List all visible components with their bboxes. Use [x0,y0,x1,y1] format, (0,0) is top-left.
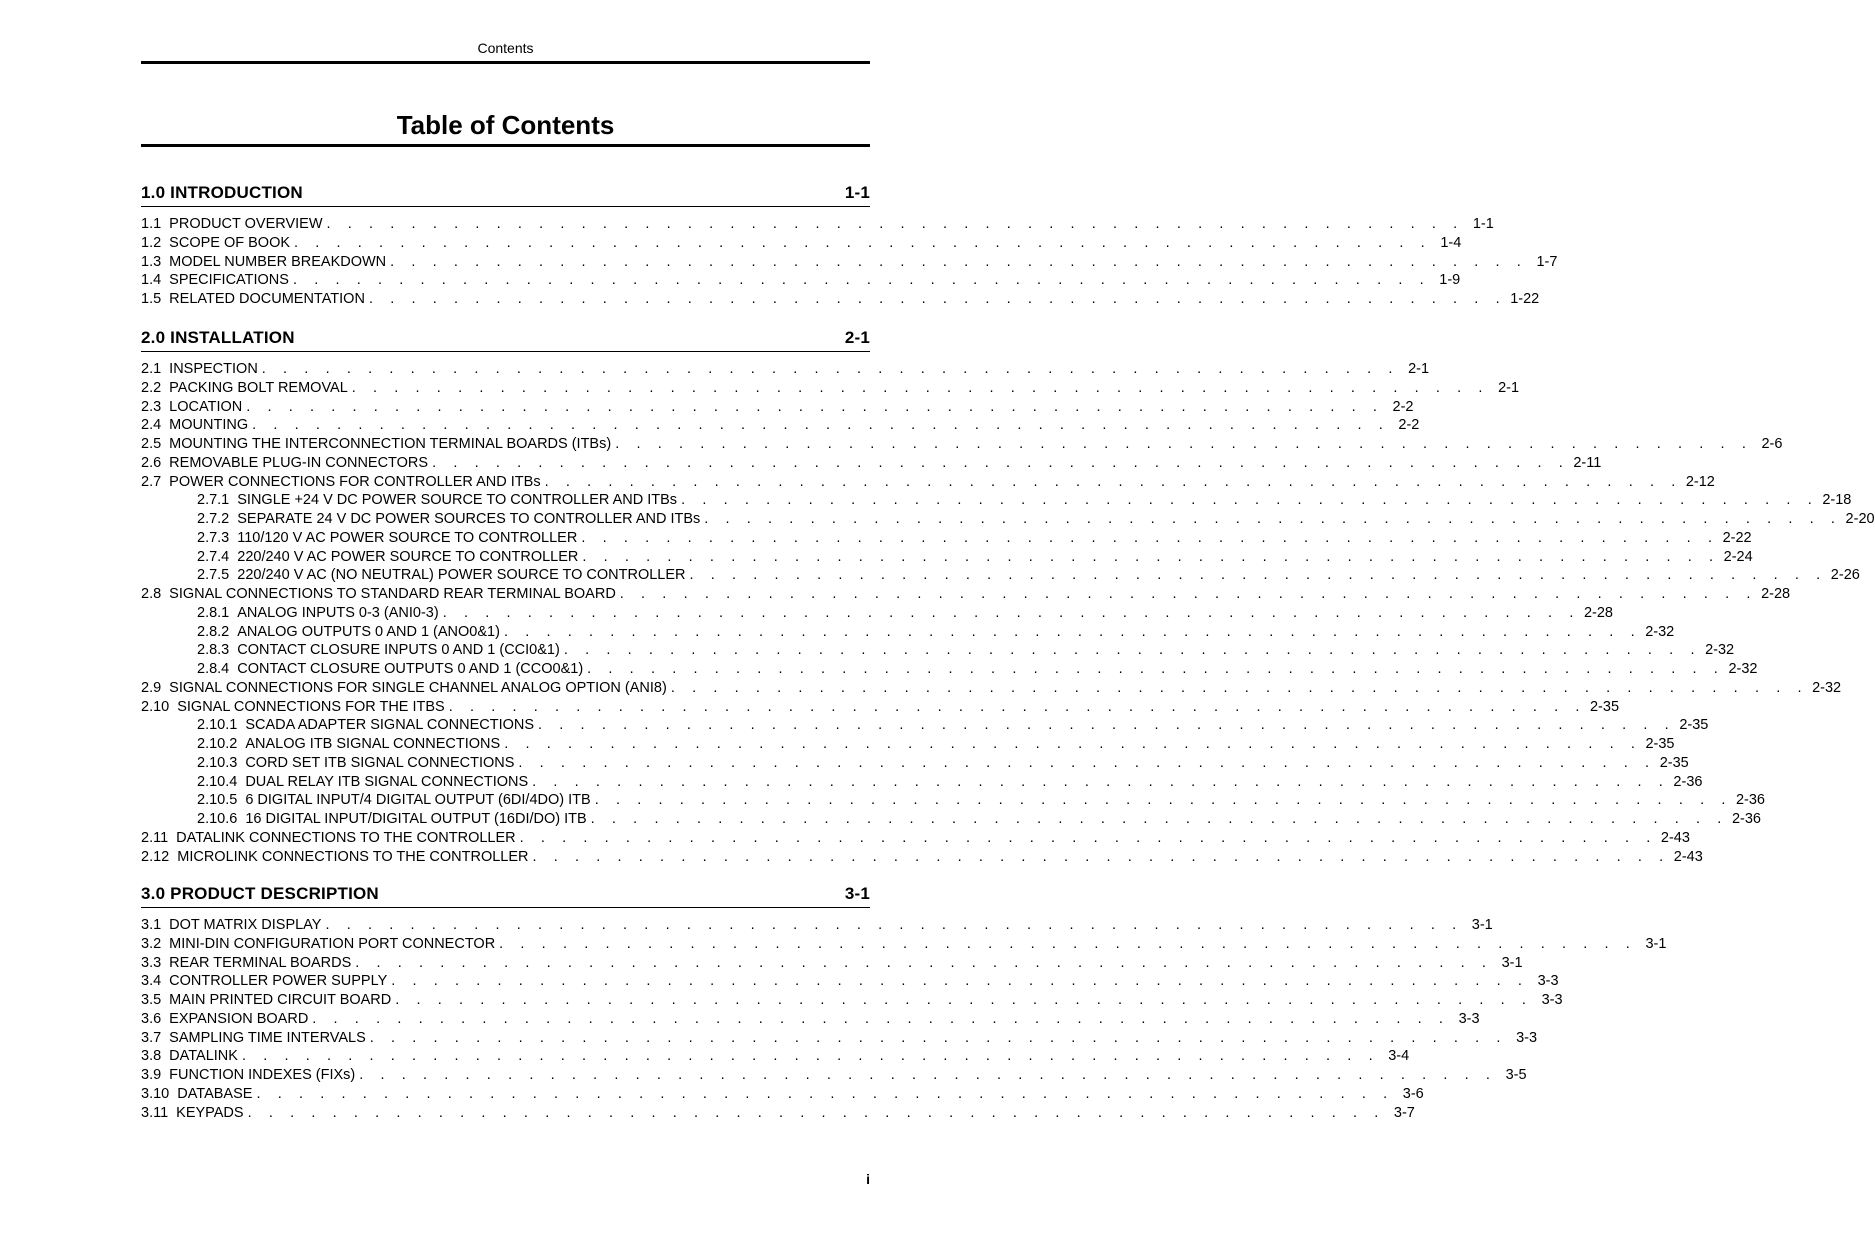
toc-entry-page: 2-1 [1408,361,1430,377]
toc-entry-number: 2.10 [141,698,170,715]
toc-entry-page: 3-3 [1458,1010,1480,1027]
toc-entry[interactable] [141,991,1563,1010]
toc-entry-label: 220/240 V AC POWER SOURCE TO CONTROLLER [237,548,579,565]
toc-entry-number: 2.8.2 [197,623,230,640]
toc-entry-label: ANALOG INPUTS 0-3 (ANI0-3) [237,604,439,621]
toc-entry-label: ANALOG OUTPUTS 0 AND 1 (ANO0&1) [237,623,500,640]
toc-entry-page: 2-1 [1498,379,1520,396]
toc-entry-number: 1.5 [141,291,162,307]
toc-entry-number: 3.11 [141,1104,169,1121]
toc-entry-label: SCOPE OF BOOK [169,234,291,251]
toc-entry-number: 2.12 [141,848,170,865]
toc-entry-page: 2-20 [1845,511,1875,527]
section-heading-label: 2.0 INSTALLATION [141,328,295,347]
toc-entry[interactable] [141,954,1523,973]
toc-entry-number: 2.11 [141,829,169,846]
toc-entry-page: 2-12 [1685,473,1715,490]
toc-section-product-description [141,881,1667,1122]
header-rule [141,61,870,64]
toc-entry-page: 2-2 [1392,398,1414,415]
toc-entry-page: 2-36 [1673,773,1703,790]
dot-leader: . . . . . . . . . . . . . . . . . . . . . . . . . . . . . . . . . . . . . . . . . . . . . . . . . . . . . . [504,736,1642,752]
toc-entry-number: 1.4 [141,272,162,289]
dot-leader: . . . . . . . . . . . . . . . . . . . . . . . . . . . . . . . . . . . . . . . . . . . . . . . . . . . . . . [704,511,1842,527]
toc-entry-label: MOUNTING THE INTERCONNECTION TERMINAL BOARDS (ITBs) [169,436,612,452]
toc-entry-page: 3-3 [1541,992,1563,1008]
dot-leader: . . . . . . . . . . . . . . . . . . . . . . . . . . . . . . . . . . . . . . . . . . . . . . . . . . . . . . [538,717,1676,734]
toc-entry-label: 6 DIGITAL INPUT/4 DIGITAL OUTPUT (6DI/4DO) ITB [245,792,591,809]
dot-leader: . . . . . . . . . . . . . . . . . . . . . . . . . . . . . . . . . . . . . . . . . . . . . . . . . . . . . . [532,773,1670,790]
toc-entry-label: 110/120 V AC POWER SOURCE TO CONTROLLER [237,529,578,546]
toc-entry-page: 2-2 [1398,417,1420,434]
running-head: Contents [477,40,534,56]
toc-entry-label: KEYPADS [176,1104,244,1121]
toc-entry-label: MINI-DIN CONFIGURATION PORT CONNECTOR [169,935,496,952]
toc-entry-page: 2-43 [1660,829,1690,846]
dot-leader: . . . . . . . . . . . . . . . . . . . . . . . . . . . . . . . . . . . . . . . . . . . . . . . . . . . . . . [689,567,1827,584]
dot-leader: . . . . . . . . . . . . . . . . . . . . . . . . . . . . . . . . . . . . . . . . . . . . . . . . . . . . . . [448,698,1586,715]
toc-entry-label: SIGNAL CONNECTIONS FOR SINGLE CHANNEL ANALOG OPTION (ANI8) [169,679,667,696]
toc-entry[interactable] [141,916,1493,935]
toc-entry-page: 3-3 [1516,1029,1538,1046]
toc-entry-number: 2.10.5 [197,792,238,809]
dot-leader: . . . . . . . . . . . . . . . . . . . . . . . . . . . . . . . . . . . . . . . . . . . . . . . . . . . . . . [587,661,1725,677]
section-heading-label: 3.0 PRODUCT DESCRIPTION [141,884,379,903]
toc-entry[interactable] [141,623,1675,642]
section-heading-page: 2-1 [844,328,870,347]
toc-entry[interactable] [141,529,1752,548]
toc-entry-number: 1.3 [141,253,162,270]
toc-entry[interactable] [141,773,1703,792]
toc-entry[interactable] [141,1066,1527,1085]
toc-entry[interactable] [141,585,1791,604]
toc-entry-page: 3-7 [1393,1104,1415,1121]
toc-entry-page: 3-4 [1388,1048,1410,1065]
dot-leader: . . . . . . . . . . . . . . . . . . . . . . . . . . . . . . . . . . . . . . . . . . . . . . . . . . . . . . [355,954,1493,971]
toc-entry-page: 1-7 [1536,253,1558,270]
toc-entry-number: 2.7.5 [197,567,230,584]
dot-leader: . . . . . . . . . . . . . . . . . . . . . . . . . . . . . . . . . . . . . . . . . . . . . . . . . . . . . . [582,548,1720,565]
toc-entry-page: 2-32 [1705,642,1735,659]
dot-leader: . . . . . . . . . . . . . . . . . . . . . . . . . . . . . . . . . . . . . . . . . . . . . . . . . . . . . . [594,792,1732,809]
toc-entry[interactable] [141,1010,1480,1029]
toc-entry-number: 3.4 [141,973,162,990]
toc-entry-number: 2.10.3 [197,754,238,771]
toc-entry-page: 2-43 [1673,848,1703,865]
toc-entry[interactable] [141,735,1675,754]
toc-entry-label: MICROLINK CONNECTIONS TO THE CONTROLLER [177,848,529,865]
toc-entry-number: 2.6 [141,454,162,471]
toc-entry-label: MOUNTING [169,417,249,434]
toc-entry-number: 3.5 [141,992,162,1008]
toc-entry[interactable] [141,454,1602,473]
dot-leader: . . . . . . . . . . . . . . . . . . . . . . . . . . . . . . . . . . . . . . . . . . . . . . . . . . . . . . [391,973,1529,990]
page-number: i [866,1171,870,1187]
dot-leader: . . . . . . . . . . . . . . . . . . . . . . . . . . . . . . . . . . . . . . . . . . . . . . . . . . . . . . [247,1104,1385,1121]
toc-entry-label: CORD SET ITB SIGNAL CONNECTIONS [245,754,515,771]
section-heading[interactable] [141,180,870,207]
toc-entry[interactable] [141,791,1765,810]
toc-section-installation [141,325,1875,866]
toc-entry[interactable] [141,698,1620,717]
toc-entry-list [141,916,1667,1122]
toc-entry-label: EXPANSION BOARD [169,1010,309,1027]
toc-entry-label: MAIN PRINTED CIRCUIT BOARD [169,992,392,1008]
toc-entry-label: SEPARATE 24 V DC POWER SOURCES TO CONTROLLER AND ITBs [237,511,701,527]
toc-entry-number: 3.9 [141,1067,162,1083]
toc-entry-label: DATABASE [177,1085,253,1102]
toc-entry-label: REMOVABLE PLUG-IN CONNECTORS [169,454,429,471]
toc-entry-page: 2-28 [1583,604,1613,621]
toc-entry-page: 2-32 [1728,661,1758,677]
toc-entry[interactable] [141,491,1852,510]
dot-leader: . . . . . . . . . . . . . . . . . . . . . . . . . . . . . . . . . . . . . . . . . . . . . . . . . . . . . . [292,272,1431,289]
toc-entry-number: 3.1 [141,917,162,933]
dot-leader: . . . . . . . . . . . . . . . . . . . . . . . . . . . . . . . . . . . . . . . . . . . . . . . . . . . . . . [390,253,1528,270]
dot-leader: . . . . . . . . . . . . . . . . . . . . . . . . . . . . . . . . . . . . . . . . . . . . . . . . . . . . . . [518,754,1656,771]
dot-leader: . . . . . . . . . . . . . . . . . . . . . . . . . . . . . . . . . . . . . . . . . . . . . . . . . . . . . . [368,291,1507,307]
toc-entry-page: 3-1 [1645,935,1667,952]
toc-entry-number: 3.7 [141,1029,162,1046]
toc-entry-label: RELATED DOCUMENTATION [169,291,365,307]
toc-entry-number: 2.8.3 [197,642,230,659]
toc-entry-label: PACKING BOLT REMOVAL [169,379,348,396]
toc-entry-label: DOT MATRIX DISPLAY [169,917,322,933]
toc-entry[interactable] [141,810,1761,829]
dot-leader: . . . . . . . . . . . . . . . . . . . . . . . . . . . . . . . . . . . . . . . . . . . . . . . . . . . . . . [312,1010,1450,1027]
toc-entry-page: 3-6 [1402,1085,1424,1102]
toc-entry-label: PRODUCT OVERVIEW [169,216,323,232]
toc-entry[interactable] [141,829,1690,848]
toc-entry-number: 2.3 [141,398,162,415]
section-heading-page: 3-1 [844,884,870,903]
toc-entry-label: POWER CONNECTIONS FOR CONTROLLER AND ITBs [169,473,541,490]
toc-entry-number: 2.9 [141,679,162,696]
toc-entry[interactable] [141,379,1520,398]
toc-entry-number: 2.8.1 [197,604,230,621]
toc-entry-label: CONTROLLER POWER SUPPLY [169,973,388,990]
toc-entry-number: 2.2 [141,379,162,396]
toc-entry-number: 2.7.2 [197,511,230,527]
toc-entry-page: 2-35 [1645,736,1675,752]
dot-leader: . . . . . . . . . . . . . . . . . . . . . . . . . . . . . . . . . . . . . . . . . . . . . . . . . . . . . . [563,642,1702,659]
toc-entry-number: 2.10.1 [197,717,238,734]
toc-entry-page: 2-36 [1731,811,1761,827]
toc-entry-label: SIGNAL CONNECTIONS TO STANDARD REAR TERMINAL BOARD [169,586,616,602]
dot-leader: . . . . . . . . . . . . . . . . . . . . . . . . . . . . . . . . . . . . . . . . . . . . . . . . . . . . . . [241,1048,1380,1065]
dot-leader: . . . . . . . . . . . . . . . . . . . . . . . . . . . . . . . . . . . . . . . . . . . . . . . . . . . . . . [395,992,1533,1008]
dot-leader: . . . . . . . . . . . . . . . . . . . . . . . . . . . . . . . . . . . . . . . . . . . . . . . . . . . . . . [503,623,1642,640]
toc-entry[interactable] [141,548,1753,567]
toc-entry[interactable] [141,360,1430,379]
toc-entry[interactable] [141,1029,1538,1048]
toc-entry[interactable] [141,848,1703,867]
dot-leader: . . . . . . . . . . . . . . . . . . . . . . . . . . . . . . . . . . . . . . . . . . . . . . . . . . . . . . [326,216,1464,232]
toc-entry[interactable] [141,1085,1424,1104]
toc-entry-number: 2.4 [141,417,162,434]
toc-entry[interactable] [141,1104,1415,1123]
toc-entry-number: 2.8.4 [197,661,230,677]
toc-entry-label: INSPECTION [169,361,258,377]
toc-entry-page: 2-35 [1679,717,1709,734]
toc-entry-label: LOCATION [169,398,243,415]
toc-entry-label: 220/240 V AC (NO NEUTRAL) POWER SOURCE TO CONTROLLER [237,567,686,584]
toc-entry-label: DATALINK [169,1048,238,1065]
toc-entry-number: 3.6 [141,1010,162,1027]
toc-entry-number: 3.2 [141,935,162,952]
dot-leader: . . . . . . . . . . . . . . . . . . . . . . . . . . . . . . . . . . . . . . . . . . . . . . . . . . . . . . [256,1085,1394,1102]
section-heading[interactable] [141,325,870,352]
dot-leader: . . . . . . . . . . . . . . . . . . . . . . . . . . . . . . . . . . . . . . . . . . . . . . . . . . . . . . [294,234,1432,251]
toc-entry-label: DUAL RELAY ITB SIGNAL CONNECTIONS [245,773,529,790]
toc-entry-label: CONTACT CLOSURE INPUTS 0 AND 1 (CCI0&1) [237,642,560,659]
dot-leader: . . . . . . . . . . . . . . . . . . . . . . . . . . . . . . . . . . . . . . . . . . . . . . . . . . . . . . [532,848,1670,865]
section-heading[interactable] [141,881,870,908]
dot-leader: . . . . . . . . . . . . . . . . . . . . . . . . . . . . . . . . . . . . . . . . . . . . . . . . . . . . . . [544,473,1682,490]
dot-leader: . . . . . . . . . . . . . . . . . . . . . . . . . . . . . . . . . . . . . . . . . . . . . . . . . . . . . . [369,1029,1508,1046]
toc-entry-label: SPECIFICATIONS [169,272,289,289]
toc-entry[interactable] [141,398,1414,417]
toc-entry-label: 16 DIGITAL INPUT/DIGITAL OUTPUT (16DI/DO) ITB [245,811,587,827]
toc-entry-page: 2-24 [1723,548,1753,565]
toc-entry[interactable] [141,253,1558,272]
toc-entry-number: 2.10.6 [197,811,238,827]
toc-entry-label: ANALOG ITB SIGNAL CONNECTIONS [245,736,501,752]
toc-entry-number: 1.1 [141,216,162,232]
toc-entry[interactable] [141,215,1494,234]
title-rule [141,144,870,147]
toc-entry-number: 3.10 [141,1085,170,1102]
toc-entry-number: 3.3 [141,954,162,971]
toc-entry-page: 2-36 [1735,792,1765,809]
toc-entry-label: REAR TERMINAL BOARDS [169,954,352,971]
toc-entry-page: 3-1 [1471,917,1493,933]
toc-entry-number: 2.7.1 [197,492,230,509]
toc-entry-number: 2.7 [141,473,162,490]
toc-entry-page: 2-32 [1812,679,1842,696]
toc-entry-list [141,215,1558,309]
toc-entry-page: 2-6 [1761,436,1783,452]
dot-leader: . . . . . . . . . . . . . . . . . . . . . . . . . . . . . . . . . . . . . . . . . . . . . . . . . . . . . . [581,529,1719,546]
toc-entry[interactable] [141,1047,1410,1066]
toc-entry-number: 2.7.3 [197,529,230,546]
toc-entry-label: CONTACT CLOSURE OUTPUTS 0 AND 1 (CCO0&1) [237,661,584,677]
toc-entry-page: 2-11 [1573,454,1602,471]
toc-entry[interactable] [141,290,1540,309]
toc-entry[interactable] [141,604,1613,623]
toc-entry[interactable] [141,473,1715,492]
page-title: Table of Contents [396,110,615,140]
dot-leader: . . . . . . . . . . . . . . . . . . . . . . . . . . . . . . . . . . . . . . . . . . . . . . . . . . . . . . [615,436,1753,452]
dot-leader: . . . . . . . . . . . . . . . . . . . . . . . . . . . . . . . . . . . . . . . . . . . . . . . . . . . . . . [246,398,1384,415]
toc-entry-page: 1-1 [1472,216,1494,232]
toc-entry-page: 1-4 [1440,234,1462,251]
toc-entry-label: SIGNAL CONNECTIONS FOR THE ITBS [177,698,445,715]
toc-entry-label: DATALINK CONNECTIONS TO THE CONTROLLER [176,829,516,846]
toc-entry[interactable] [141,972,1559,991]
toc-entry-label: MODEL NUMBER BREAKDOWN [169,253,387,270]
toc-entry[interactable] [141,510,1875,529]
dot-leader: . . . . . . . . . . . . . . . . . . . . . . . . . . . . . . . . . . . . . . . . . . . . . . . . . . . . . . [325,917,1463,933]
toc-entry-number: 2.8 [141,586,162,602]
dot-leader: . . . . . . . . . . . . . . . . . . . . . . . . . . . . . . . . . . . . . . . . . . . . . . . . . . . . . . [432,454,1570,471]
toc-entry[interactable] [141,566,1860,585]
dot-leader: . . . . . . . . . . . . . . . . . . . . . . . . . . . . . . . . . . . . . . . . . . . . . . . . . . . . . . [590,811,1728,827]
toc-entry-label: SAMPLING TIME INTERVALS [169,1029,366,1046]
toc-entry-number: 2.10.2 [197,736,238,752]
toc-entry-number: 2.1 [141,361,162,377]
toc-entry[interactable] [141,435,1783,454]
toc-entry-page: 3-5 [1505,1067,1527,1083]
toc-entry[interactable] [141,716,1709,735]
toc-entry-number: 1.2 [141,234,162,251]
toc-entry-page: 2-18 [1822,492,1852,509]
dot-leader: . . . . . . . . . . . . . . . . . . . . . . . . . . . . . . . . . . . . . . . . . . . . . . . . . . . . . . [619,586,1758,602]
dot-leader: . . . . . . . . . . . . . . . . . . . . . . . . . . . . . . . . . . . . . . . . . . . . . . . . . . . . . . [261,361,1400,377]
toc-entry-page: 1-9 [1439,272,1461,289]
toc-entry-page: 3-1 [1501,954,1523,971]
section-heading-page: 1-1 [844,183,870,202]
toc-entry-label: FUNCTION INDEXES (FIXs) [169,1067,356,1083]
dot-leader: . . . . . . . . . . . . . . . . . . . . . . . . . . . . . . . . . . . . . . . . . . . . . . . . . . . . . . [252,417,1390,434]
toc-section-introduction [141,180,1558,309]
toc-entry-page: 3-3 [1537,973,1559,990]
toc-entry-number: 2.5 [141,436,162,452]
dot-leader: . . . . . . . . . . . . . . . . . . . . . . . . . . . . . . . . . . . . . . . . . . . . . . . . . . . . . . [681,492,1819,509]
dot-leader: . . . . . . . . . . . . . . . . . . . . . . . . . . . . . . . . . . . . . . . . . . . . . . . . . . . . . . [670,679,1809,696]
dot-leader: . . . . . . . . . . . . . . . . . . . . . . . . . . . . . . . . . . . . . . . . . . . . . . . . . . . . . . [499,935,1637,952]
toc-entry[interactable] [141,416,1420,435]
toc-entry-number: 2.7.4 [197,548,230,565]
toc-entry[interactable] [141,271,1461,290]
toc-entry[interactable] [141,754,1689,773]
toc-entry-page: 2-26 [1830,567,1860,584]
toc-entry[interactable] [141,234,1462,253]
toc-entry-page: 2-32 [1645,623,1675,640]
toc-entry-label: SINGLE +24 V DC POWER SOURCE TO CONTROLLER AND ITBs [237,492,678,509]
toc-entry-number: 2.10.4 [197,773,238,790]
toc-entry-label: SCADA ADAPTER SIGNAL CONNECTIONS [245,717,535,734]
dot-leader: . . . . . . . . . . . . . . . . . . . . . . . . . . . . . . . . . . . . . . . . . . . . . . . . . . . . . . [351,379,1490,396]
toc-entry-page: 1-22 [1510,291,1540,307]
toc-entry-list [141,360,1875,866]
dot-leader: . . . . . . . . . . . . . . . . . . . . . . . . . . . . . . . . . . . . . . . . . . . . . . . . . . . . . . [519,829,1657,846]
toc-entry-number: 3.8 [141,1048,162,1065]
dot-leader: . . . . . . . . . . . . . . . . . . . . . . . . . . . . . . . . . . . . . . . . . . . . . . . . . . . . . . [442,604,1580,621]
section-heading-label: 1.0 INTRODUCTION [141,183,303,202]
toc-entry[interactable] [141,660,1758,679]
toc-entry[interactable] [141,679,1842,698]
dot-leader: . . . . . . . . . . . . . . . . . . . . . . . . . . . . . . . . . . . . . . . . . . . . . . . . . . . . . . [359,1067,1497,1083]
toc-entry-page: 2-35 [1589,698,1620,715]
toc-entry-page: 2-22 [1722,529,1752,546]
toc-entry[interactable] [141,641,1735,660]
toc-entry-page: 2-28 [1761,586,1791,602]
toc-entry[interactable] [141,935,1667,954]
toc-entry-page: 2-35 [1659,754,1689,771]
